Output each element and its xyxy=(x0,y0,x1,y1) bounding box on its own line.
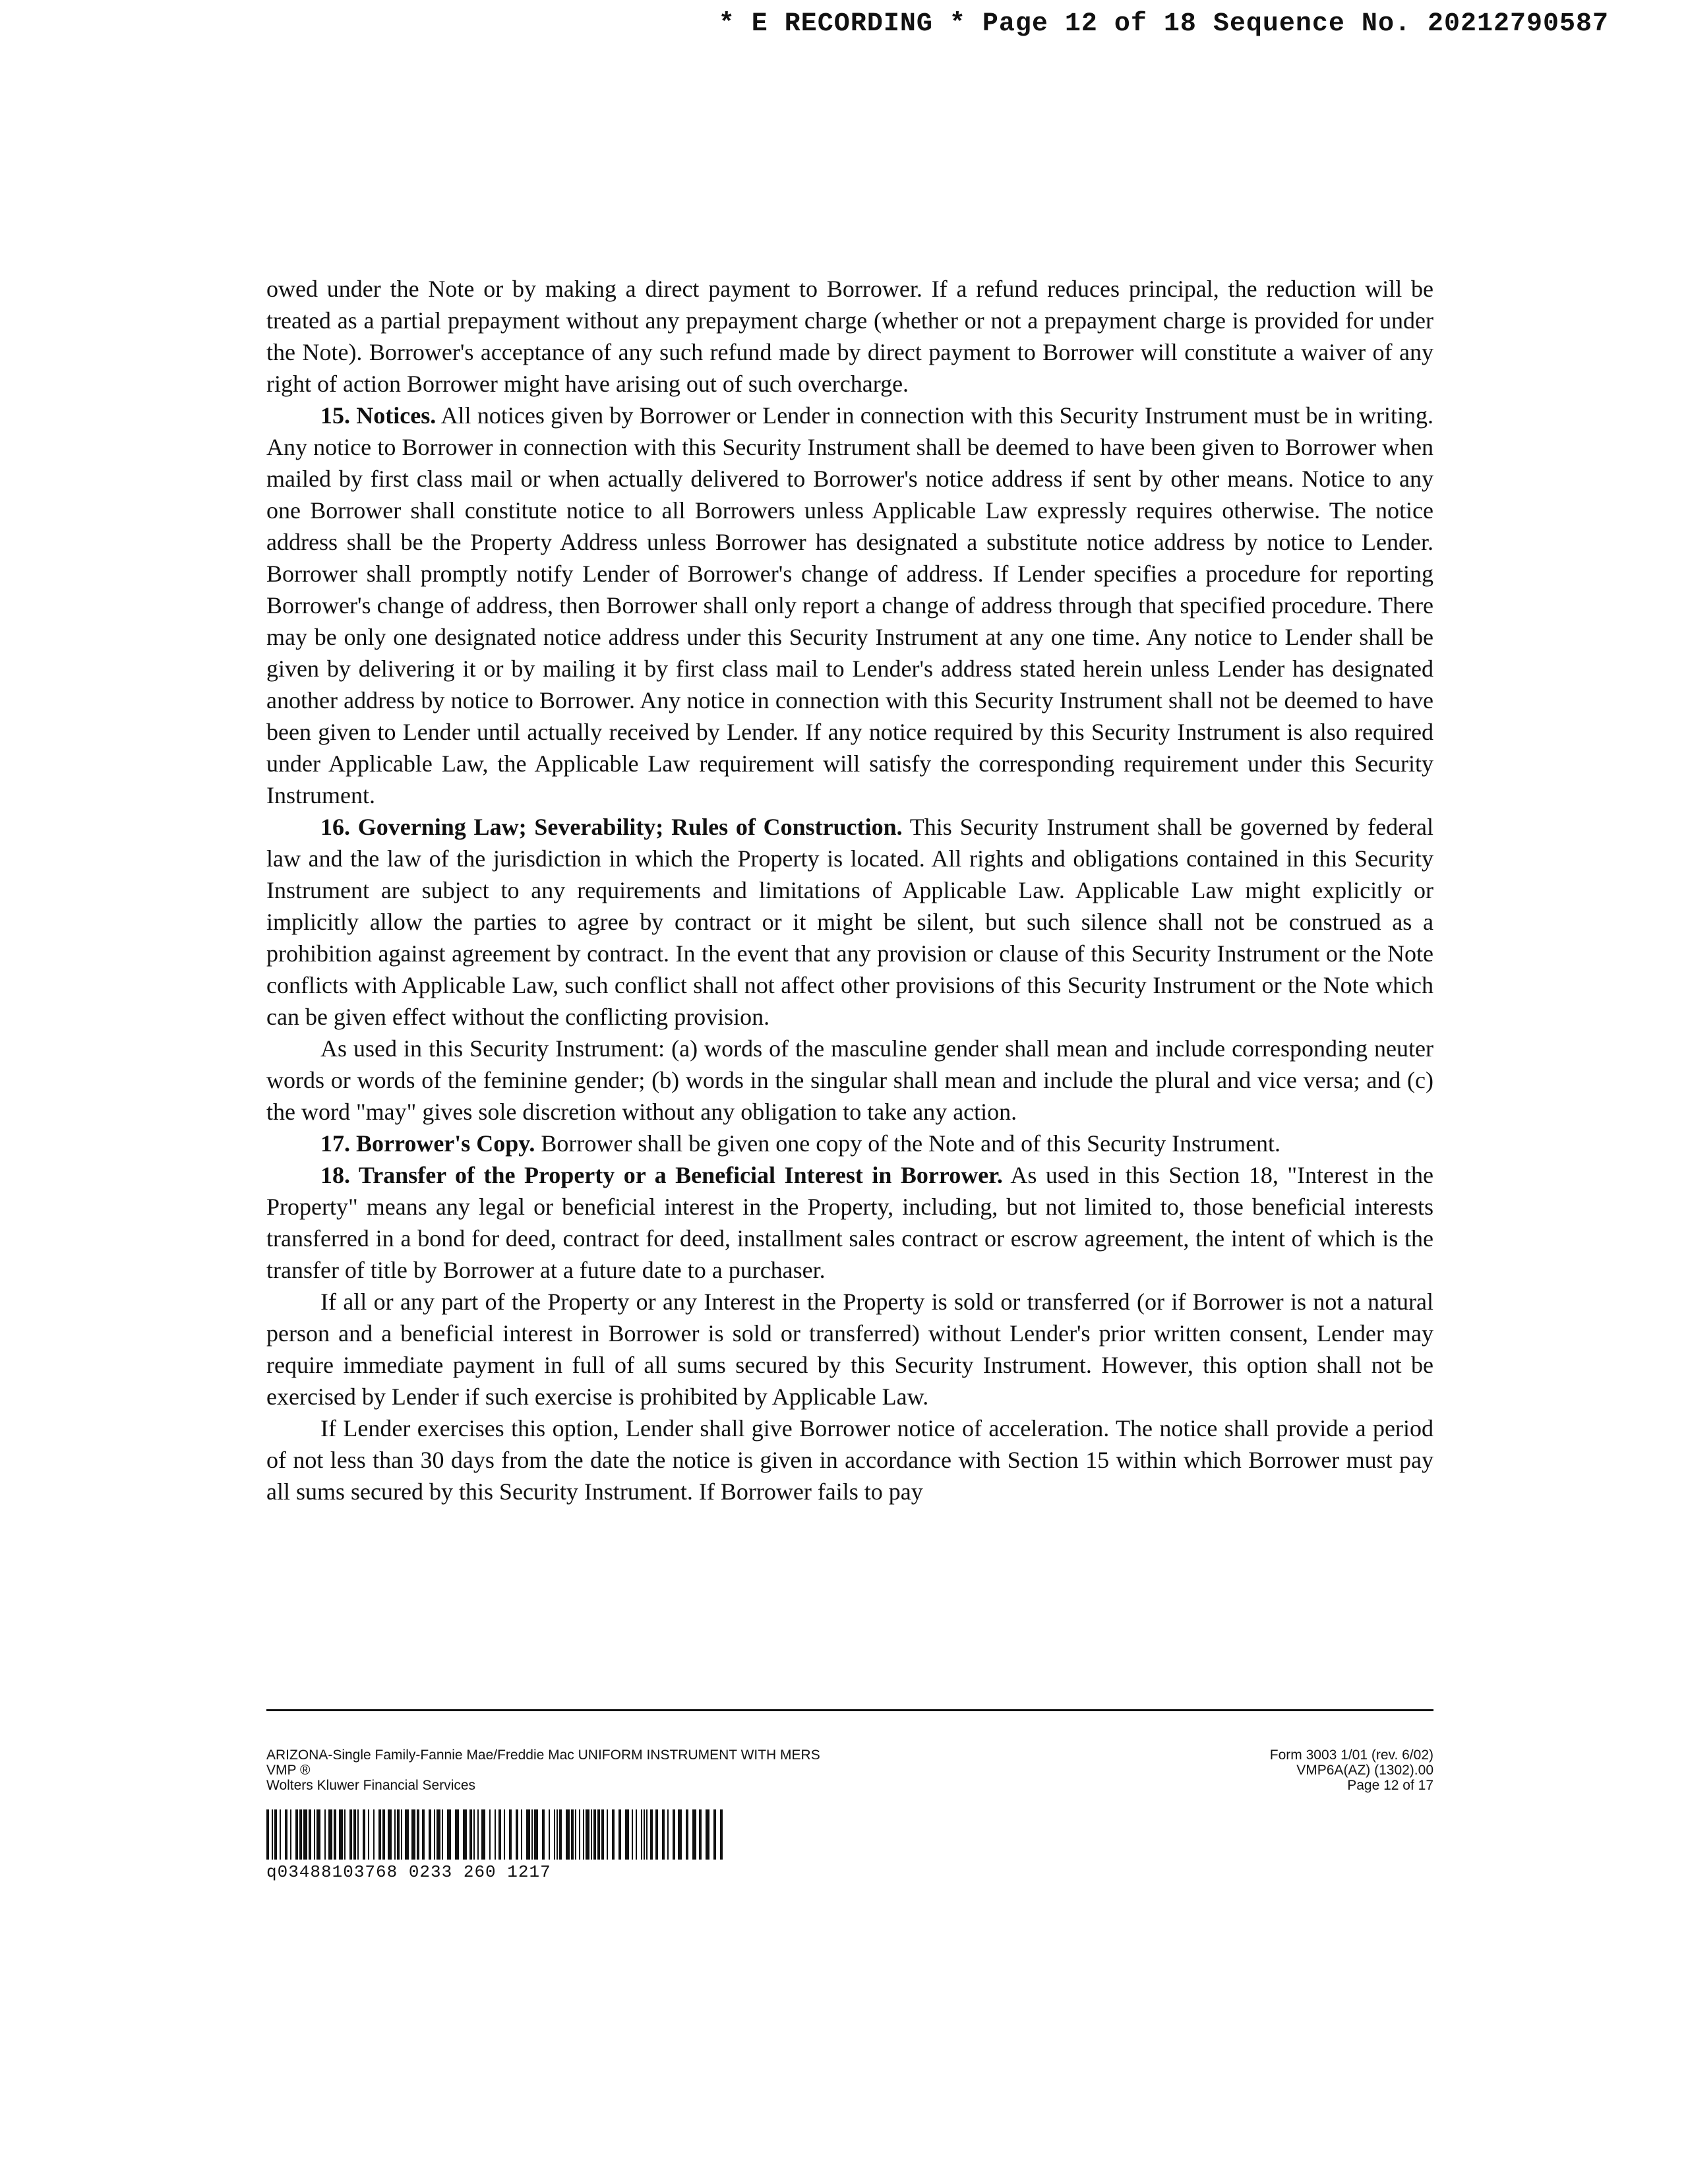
section-17-paragraph xyxy=(266,1128,1433,1159)
barcode-icon xyxy=(266,1809,728,1860)
footer-vmp-code: VMP6A(AZ) (1302).00 xyxy=(1296,1763,1433,1778)
recording-header: * E RECORDING * Page 12 of 18 Sequence No. 20212790587 xyxy=(718,9,1609,39)
section-16-text: This Security Instrument shall be governed by federal law and the law of the jurisdiction in which the Property is located. All rights and obligations contained in this Security Instrument are subject to any requirements and limitations of Applicable Law. Applicable Law might explicitly or implicitly allow the parties to agree by contract or it might be silent, but such silence shall not be construed as a prohibition against agreement by contract. In the event that any provision or clause of this Security Instrument or the Note conflicts with Applicable Law, such conflict shall not affect other provisions of this Security Instrument or the Note which can be given effect without the conflicting provision. xyxy=(266,814,1434,1030)
section-15-paragraph xyxy=(266,400,1433,811)
section-17-heading: 17. Borrower's Copy. xyxy=(320,1130,535,1157)
section-18-text: As used in this Section 18, "Interest in the Property" means any legal or beneficial interest in the Property, including, but not limited to, those beneficial interests transferred in a bond for deed, contract for deed, installment sales contract or escrow agreement, the intent of which is the transfer of title by Borrower at a future date to a purchaser. xyxy=(266,1162,1433,1283)
footer-form-title: ARIZONA-Single Family-Fannie Mae/Freddie Mac UNIFORM INSTRUMENT WITH MERS xyxy=(266,1747,820,1763)
footer-vmp: VMP ® xyxy=(266,1763,311,1778)
section-18-paragraph-2: If all or any part of the Property or any Interest in the Property is sold or transferred (or if Borrower is not a natural person and a beneficial interest in Borrower is sold or transferred) without Lender's prior written consent, Lender may require immediate payment in full of all sums secured by this Security Instrument. However, this option shall not be exercised by Lender if such exercise is prohibited by Applicable Law. xyxy=(266,1289,1433,1410)
document-body xyxy=(266,273,1433,1507)
section-18-paragraph xyxy=(266,1159,1433,1286)
barcode-number: q03488103768 0233 260 1217 xyxy=(266,1862,551,1882)
footer-divider xyxy=(266,1709,1433,1711)
section-18-heading: 18. Transfer of the Property or a Beneficial Interest in Borrower. xyxy=(320,1162,1003,1188)
section-15-text: All notices given by Borrower or Lender in connection with this Security Instrument must be in writing. Any notice to Borrower in connection with this Security Instrument shall be deemed to have been given to Borrower when mailed by first class mail or when actually delivered to Borrower's notice address if sent by other means. Notice to any one Borrower shall constitute notice to all Borrowers unless Applicable Law expressly requires otherwise. The notice address shall be the Property Address unless Borrower has designated a substitute notice address by notice to Lender. Borrower shall promptly notify Lender of Borrower's change of address. If Lender specifies a procedure for reporting Borrower's change of address, then Borrower shall only report a change of address through that specified procedure. There may be only one designated notice address under this Security Instrument at any one time. Any notice to Lender shall be given by delivering it or by mailing it by first class mail to Lender's address stated herein unless Lender has designated another address by notice to Borrower. Any notice in connection with this Security Instrument shall not be deemed to have been given to Lender until actually received by Lender. If any notice required by this Security Instrument is also required under Applicable Law, the Applicable Law requirement will satisfy the corresponding requirement under this Security Instrument. xyxy=(266,402,1433,808)
footer-form-number xyxy=(1270,1747,1433,1793)
footer-form-id: Form 3003 1/01 (rev. 6/02) xyxy=(1269,1747,1433,1763)
section-15-heading: 15. Notices. xyxy=(320,402,437,429)
section-16-paragraph-2: As used in this Security Instrument: (a) words of the masculine gender shall mean and include corresponding neuter words or words of the feminine gender; (b) words in the singular shall mean and include the plural and vice versa; and (c) the word "may" gives sole discretion without any obligation to take any action. xyxy=(266,1035,1433,1125)
footer-publisher: Wolters Kluwer Financial Services xyxy=(266,1778,476,1793)
paragraph-continuation: owed under the Note or by making a direct payment to Borrower. If a refund reduces principal, the reduction will be treated as a partial prepayment without any prepayment charge (whether or not a prepayment charge is provided for under the Note). Borrower's acceptance of any such refund made by direct payment to Borrower will constitute a waiver of any right of action Borrower might have arising out of such overcharge. xyxy=(266,276,1433,397)
section-18-paragraph-3: If Lender exercises this option, Lender shall give Borrower notice of acceleration. The notice shall provide a period of not less than 30 days from the date the notice is given in accordance with Section 15 within which Borrower must pay all sums secured by this Security Instrument. If Borrower fails to pay xyxy=(266,1415,1433,1505)
section-16-heading: 16. Governing Law; Severability; Rules of Construction. xyxy=(320,814,903,840)
footer-form-info xyxy=(266,1747,820,1793)
section-17-text: Borrower shall be given one copy of the Note and of this Security Instrument. xyxy=(535,1130,1281,1157)
footer-page-number: Page 12 of 17 xyxy=(1347,1778,1433,1793)
section-16-paragraph xyxy=(266,811,1433,1033)
